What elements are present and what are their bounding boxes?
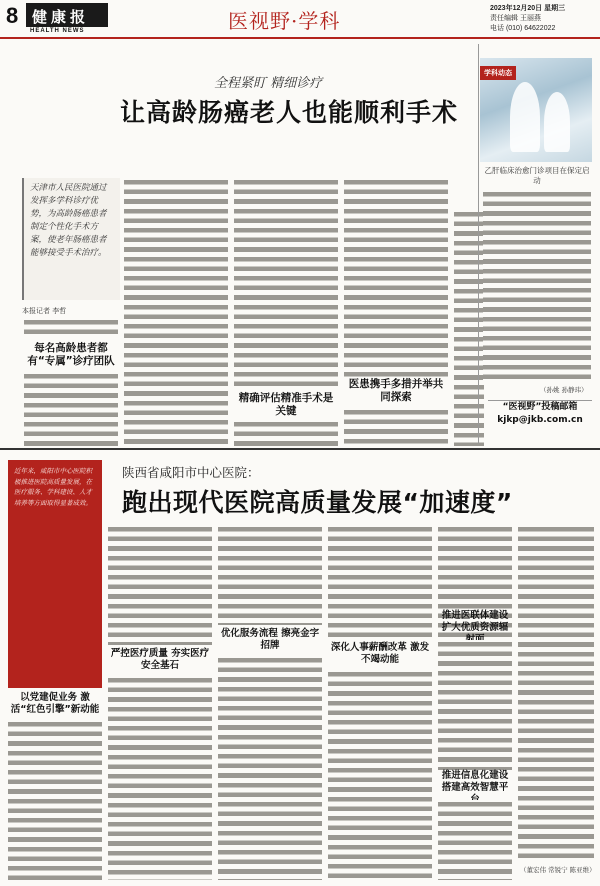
text-column — [218, 525, 322, 625]
second-story-subhead-3: 优化服务流程 擦亮金字招牌 — [220, 628, 320, 651]
top-story-byline: 本报记者 李哲 — [22, 307, 67, 315]
text-column — [328, 670, 432, 880]
text-column — [108, 525, 212, 645]
header-rule — [0, 37, 600, 39]
second-story-subhead-1: 以党建促业务 激活“红色引擎”新动能 — [10, 692, 100, 715]
second-story-lead: 近年来，咸阳市中心医院积极推进医院高质量发展，在医疗服务、学科建设、人才培养等方面取得显著成效。 — [14, 467, 92, 507]
text-column — [438, 640, 512, 770]
sidebar-tag: 学科动态 — [480, 66, 516, 80]
issue-date: 2023年12月20日 星期三 — [490, 5, 566, 12]
column-divider — [478, 44, 479, 444]
second-story-subhead-2: 严控医疗质量 夯实医疗安全基石 — [110, 648, 210, 671]
issue-editor: 责任编辑 王丽燕 — [490, 15, 541, 22]
top-story-pull-quote: 天津市人民医院通过发挥多学科诊疗优势，为高龄肠癌患者制定个性化手术方案，使老年肠癌患者能够接受手术治疗。 — [22, 178, 120, 300]
photo-figure — [544, 92, 570, 152]
second-story-subhead-4: 深化人事薪酬改革 激发不竭动能 — [330, 642, 430, 665]
text-column — [218, 656, 322, 880]
text-column — [344, 408, 448, 446]
masthead-english: HEALTH NEWS — [30, 28, 85, 34]
photo-figure — [510, 82, 540, 152]
top-story-subhead-2: 精确评估精准手术是关键 — [238, 392, 334, 417]
text-column — [234, 178, 338, 388]
top-story-subhead-1: 每名高龄患者都有“专属”诊疗团队 — [27, 342, 115, 367]
text-column — [108, 676, 212, 880]
text-column — [234, 420, 338, 446]
story-divider — [0, 448, 600, 450]
sidebar-author: （孙姚 孙静玮） — [540, 386, 588, 394]
text-column — [24, 372, 118, 446]
issue-meta — [490, 4, 565, 34]
masthead-logo: 健康报 — [26, 3, 108, 27]
top-story-kicker: 全程紧盯 精细诊疗 — [214, 76, 323, 91]
text-column — [438, 800, 512, 880]
second-story-subhead-5: 推进医联体建设 扩大优质资源辐射面 — [441, 610, 509, 645]
page-number: 8 — [6, 3, 19, 28]
text-column — [124, 178, 228, 446]
text-column — [328, 525, 432, 640]
second-story-subhead-6: 推进信息化建设 搭建高效智慧平台 — [441, 770, 509, 805]
text-column — [483, 190, 591, 380]
text-column — [24, 318, 118, 338]
second-story-lead-box — [8, 460, 102, 688]
section-title: 医视野·学科 — [228, 9, 341, 33]
second-story-headline: 跑出现代医院高质量发展“加速度” — [122, 488, 513, 517]
text-column — [518, 525, 594, 861]
issue-phone: 电话 (010) 64622022 — [490, 25, 556, 32]
text-column — [344, 178, 448, 378]
top-story-headline: 让高龄肠癌老人也能顺利手术 — [120, 98, 459, 127]
page-header — [0, 0, 600, 40]
sidebar-title: 乙肝临床治愈门诊项目在保定启动 — [484, 166, 590, 185]
second-story-credit: （董宏伟 常锐宁 陈亚维） — [520, 866, 596, 874]
top-story-subhead-3: 医患携手多措并举共同探索 — [348, 378, 444, 403]
second-story-kicker: 陕西省咸阳市中心医院： — [122, 465, 260, 480]
sidebar-photo — [480, 58, 592, 162]
text-column — [8, 720, 102, 880]
text-column — [454, 210, 484, 446]
submission-email-ad: “医视野”投稿邮箱 kjkp@jkb.com.cn — [488, 400, 592, 428]
